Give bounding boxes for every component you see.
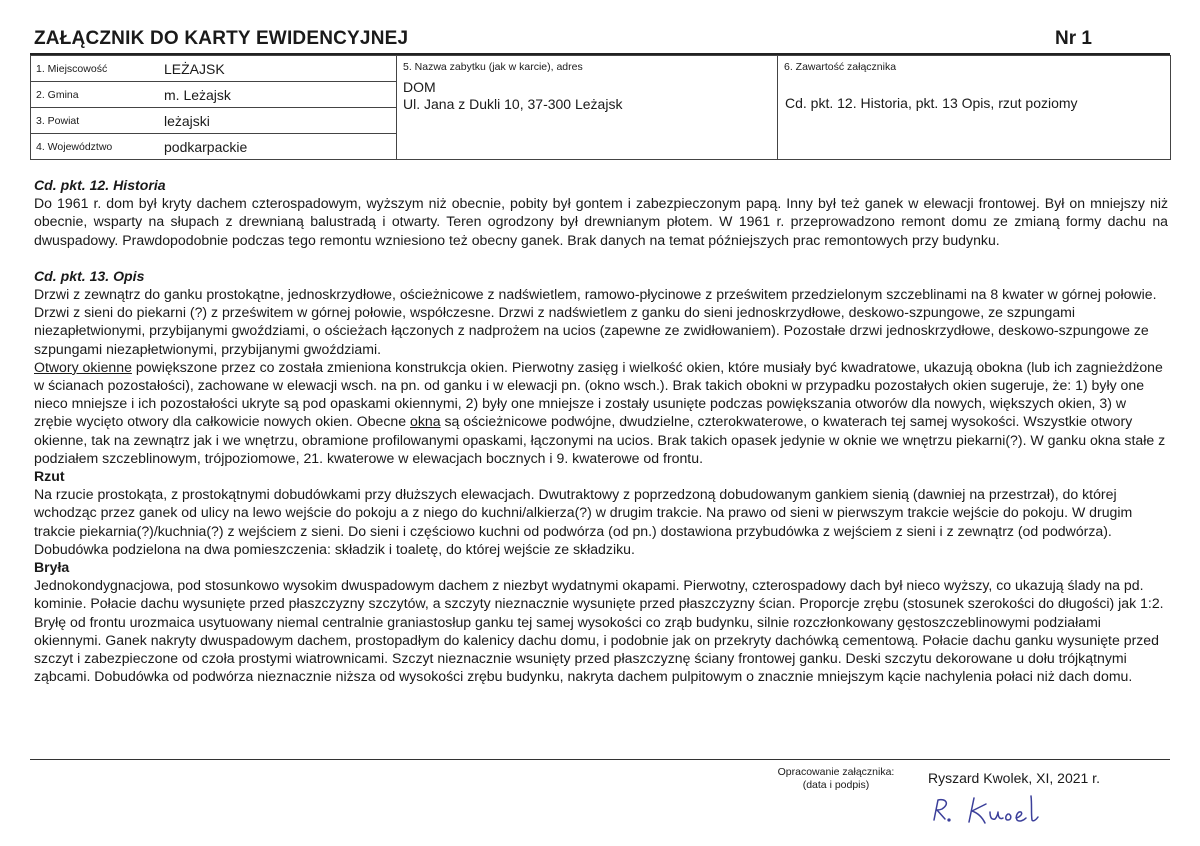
location-row-commune (31, 82, 396, 108)
monument-label: 5. Nazwa zabytku (jak w karcie), adres (403, 61, 583, 73)
contents-cell (778, 56, 1171, 160)
commune-value: m. Leżajsk (164, 86, 231, 103)
plan-paragraph: Na rzucie prostokąta, z prostokątnymi dobudówkami przy dłuższych elewacjach. Dwutraktowy z poprzedzoną dobudowanym gankiem sienią (dawniej na przestrzał), do której wchodząc przez ganek od ulicy na lewo wejście do pokoju a z niego do kuchni/alkierza(?) w drugim trakcie. Na prawo od sieni w pierwszym trakcie wejście do pokoju. W drugim trakcie piekarnia(?)/kuchnia(?) z wejściem z sieni. Do sieni i częściowo kuchni od podwórza (od pn.) dostawiona przybudówka z wejściem z sieni i z zewnątrz (od podwórza). Dobudówka podzielona na dwa pomieszczenia: składzik i toaletę, do której wejście ze składziku. (34, 486, 1133, 557)
commune-label: 2. Gmina (36, 88, 79, 101)
contents-label: 6. Zawartość załącznika (784, 61, 897, 73)
location-cell (31, 56, 397, 160)
county-label: 3. Powiat (36, 114, 80, 127)
prepared-label-line: Opracowanie załącznika: (777, 766, 895, 778)
description-heading: Cd. pkt. 13. Opis (34, 267, 145, 284)
prepared-by-value: Ryszard Kwolek, XI, 2021 r. (928, 770, 1100, 786)
windows-text-part1: powiększone przez co została zmieniona konstrukcja okien. Pierwotny zasięg i wielkość okien, które musiały być kwadratowe, ukazują obokna (lub ich zagnieżdżone w ścianach pozostałości), zachowane w elewacji wsch. na pn. od ganku i w elewacji pn. (okno wsch.). Brak takich obokni w przypadku pozostałych okien sugeruje, że: 1) były one nieco mniejsze i ich pozostałości ukryte są pod opaskami okiennymi, 2) były one mniejsze i zostały usunięte podczas powiększania otworów dla nowych, większych okien, 3) w zrębie wycięto otwory dla całkowicie nowych okien. Obecne (34, 358, 1163, 430)
plan-heading: Rzut (34, 468, 65, 485)
history-heading: Cd. pkt. 12. Historia (34, 177, 166, 193)
monument-address: Ul. Jana z Dukli 10, 37-300 Leżajsk (403, 96, 623, 112)
windows-text-part2: są ościeżnicowe podwójne, dwudzielne, czterokwaterowe, o kwaterach tej samej wysokości. Wszystkie otwory okienne, tak na zewnątrz jak i we wnętrzu, obramione profilowanymi opaskami, łączonymi na ucios. Brak takich opasek jedynie w oknie we wnętrzu piekarni(?). W ganku okna stałe z podziałem szczeblinowym, trójpoziomowe, 21. kwaterowe w elewacjach bocznych i 9. kwaterowe od frontu. (34, 413, 1166, 466)
footer-divider (30, 759, 1170, 760)
town-value: LEŻAJSK (164, 60, 225, 77)
windows-word: okna (410, 413, 441, 430)
location-row-town (31, 56, 396, 82)
history-paragraph: Do 1961 r. dom był kryty dachem czterospadowym, wyższym niż obecnie, pobity był gontem i zabezpieczonym papą. Inny był też ganek w elewacji frontowej. Był on mniejszy niż obecnie, wsparty na słupach z drewnianą balustradą i otwarty. Teren ogrodzony był drewnianym płotem. W 1961 r. przeprowadzono remont domu ze zmianą formy dachu na dwuspadowy. Prawdopodobnie podczas tego remontu wzniesiono też obecny ganek. Brak danych na temat późniejszych prac remontowych przy budynku. (34, 195, 1168, 248)
town-label: 1. Miejscowość (36, 62, 108, 75)
windows-lead-text: Otwory okienne (34, 358, 132, 375)
handwritten-signature (928, 792, 1058, 828)
body-heading: Bryła (34, 559, 70, 576)
windows-paragraph (34, 358, 1168, 467)
prepared-by-label (760, 766, 912, 792)
attachment-number: Nr 1 (1055, 28, 1092, 49)
monument-cell (397, 56, 778, 160)
location-row-county (31, 108, 396, 134)
voivodeship-value: podkarpackie (164, 138, 248, 155)
prepared-sublabel-line: (data i podpis) (802, 779, 870, 791)
body-paragraph: Jednokondygnacjowa, pod stosunkowo wysokim dwuspadowym dachem z niezbyt wydatnymi okapami. Pierwotny, czterospadowy dach był nieco wyższy, co ukazują ślady na pd. kominie. Połacie dachu wysunięte przed płaszczyzny szczytów, a szczyty nieznacznie wysunięte przed płaszczyzny ścian. Proporcje zrębu (stosunek szerokości do długości) jak 1:2. Bryłę od frontu urozmaica usytuowany niemal centralnie graniastosłup ganku tej samej wysokości co zrąb budynku, silnie rozczłonkowany gęstoszczeblinowymi podziałami okiennymi. Ganek nakryty dwuspadowym dachem, prostopadłym do kalenicy dachu domu, i podobnie jak on przekryty dachówką cementową. Połacie dachu ganku wysunięte przed szczyt i zabezpieczone od czoła prostymi wiatrownicami. Szczyt nieznacznie wsunięty przed płaszczyznę ściany frontowej ganku. Deski szczytu dekorowane u dołu trójkątnymi ząbcami. Dobudówka od podwórza nieznacznie niższa od wysokości zrębu budynku, nakryta dachem pulpitowym o znacznie mniejszym kącie nachylenia połaci niż dach domu. (34, 577, 1164, 685)
metadata-table (30, 55, 1171, 160)
location-row-voivodeship (31, 134, 396, 159)
voivodeship-label: 4. Województwo (36, 140, 113, 153)
attachment-title: ZAŁĄCZNIK DO KARTY EWIDENCYJNEJ (34, 28, 409, 49)
county-value: leżajski (164, 112, 210, 129)
contents-value: Cd. pkt. 12. Historia, pkt. 13 Opis, rzut poziomy (785, 95, 1078, 111)
monument-name: DOM (403, 79, 436, 95)
doors-paragraph: Drzwi z zewnątrz do ganku prostokątne, jednoskrzydłowe, ościeżnicowe z nadświetlem, ramowo-płycinowe z prześwitem przedzielonym szczeblinami na 8 kwater w górnej połowie. Drzwi z sieni do piekarni (?) z prześwitem w górnej połowie, współczesne. Drzwi z nadświetlem z ganku do sieni jednoskrzydłowe, deskowo-szpungowe, ze szpungami niezapłetwionymi, przybijanymi gwoździami, o ościeżach łączonych z nadprożem na ucios (zapewne ze zwidłowaniem). Pozostałe drzwi jednoskrzydłowe, deskowo-szpungowe ze szpungami niezapłetwionymi, przybijanymi gwoździami. (34, 286, 1157, 357)
attachment-body (34, 176, 1168, 685)
